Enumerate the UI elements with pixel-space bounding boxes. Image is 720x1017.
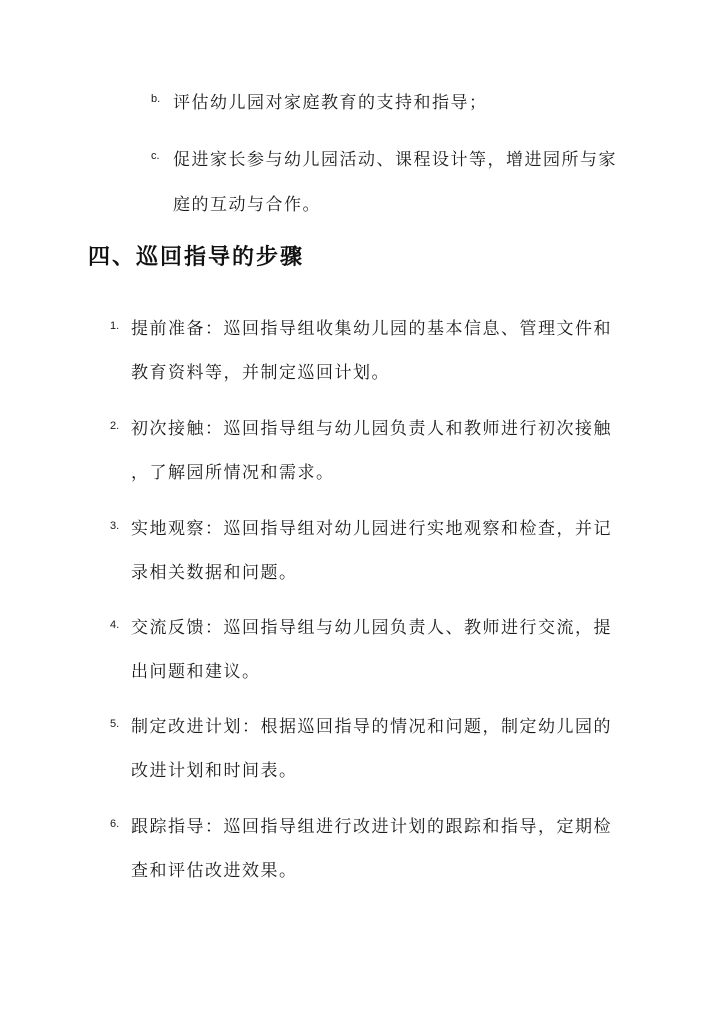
step-number: 6.: [110, 818, 120, 830]
step-text-continued: 查和评估改进效果。: [131, 861, 298, 881]
section-heading: 四、巡回指导的步骤: [88, 245, 305, 270]
list-item-text: 促进家长参与幼儿园活动、课程设计等，增进园所与家: [173, 150, 617, 170]
step-text-continued: 录相关数据和问题。: [131, 563, 298, 583]
step-number: 4.: [110, 619, 120, 631]
step-text-continued: ，了解园所情况和需求。: [131, 463, 335, 483]
list-item-text: 评估幼儿园对家庭教育的支持和指导；: [173, 93, 488, 113]
step-text-continued: 教育资料等，并制定巡回计划。: [131, 363, 390, 383]
step-text-continued: 出问题和建议。: [131, 662, 261, 682]
step-text: 提前准备：巡回指导组收集幼儿园的基本信息、管理文件和: [131, 319, 612, 339]
step-text-continued: 改进计划和时间表。: [131, 761, 298, 781]
step-number: 3.: [110, 520, 120, 532]
step-number: 5.: [110, 718, 120, 730]
step-number: 1.: [110, 320, 120, 332]
step-text: 交流反馈：巡回指导组与幼儿园负责人、教师进行交流，提: [131, 618, 612, 638]
step-text: 实地观察：巡回指导组对幼儿园进行实地观察和检查，并记: [131, 519, 612, 539]
step-text: 跟踪指导：巡回指导组进行改进计划的跟踪和指导，定期检: [131, 817, 612, 837]
step-text: 制定改进计划：根据巡回指导的情况和问题，制定幼儿园的: [131, 717, 612, 737]
list-marker: b.: [151, 93, 161, 105]
step-number: 2.: [110, 420, 120, 432]
list-item-text-continued: 庭的互动与合作。: [173, 195, 321, 215]
list-marker: c.: [151, 150, 160, 162]
step-text: 初次接触：巡回指导组与幼儿园负责人和教师进行初次接触: [131, 419, 612, 439]
